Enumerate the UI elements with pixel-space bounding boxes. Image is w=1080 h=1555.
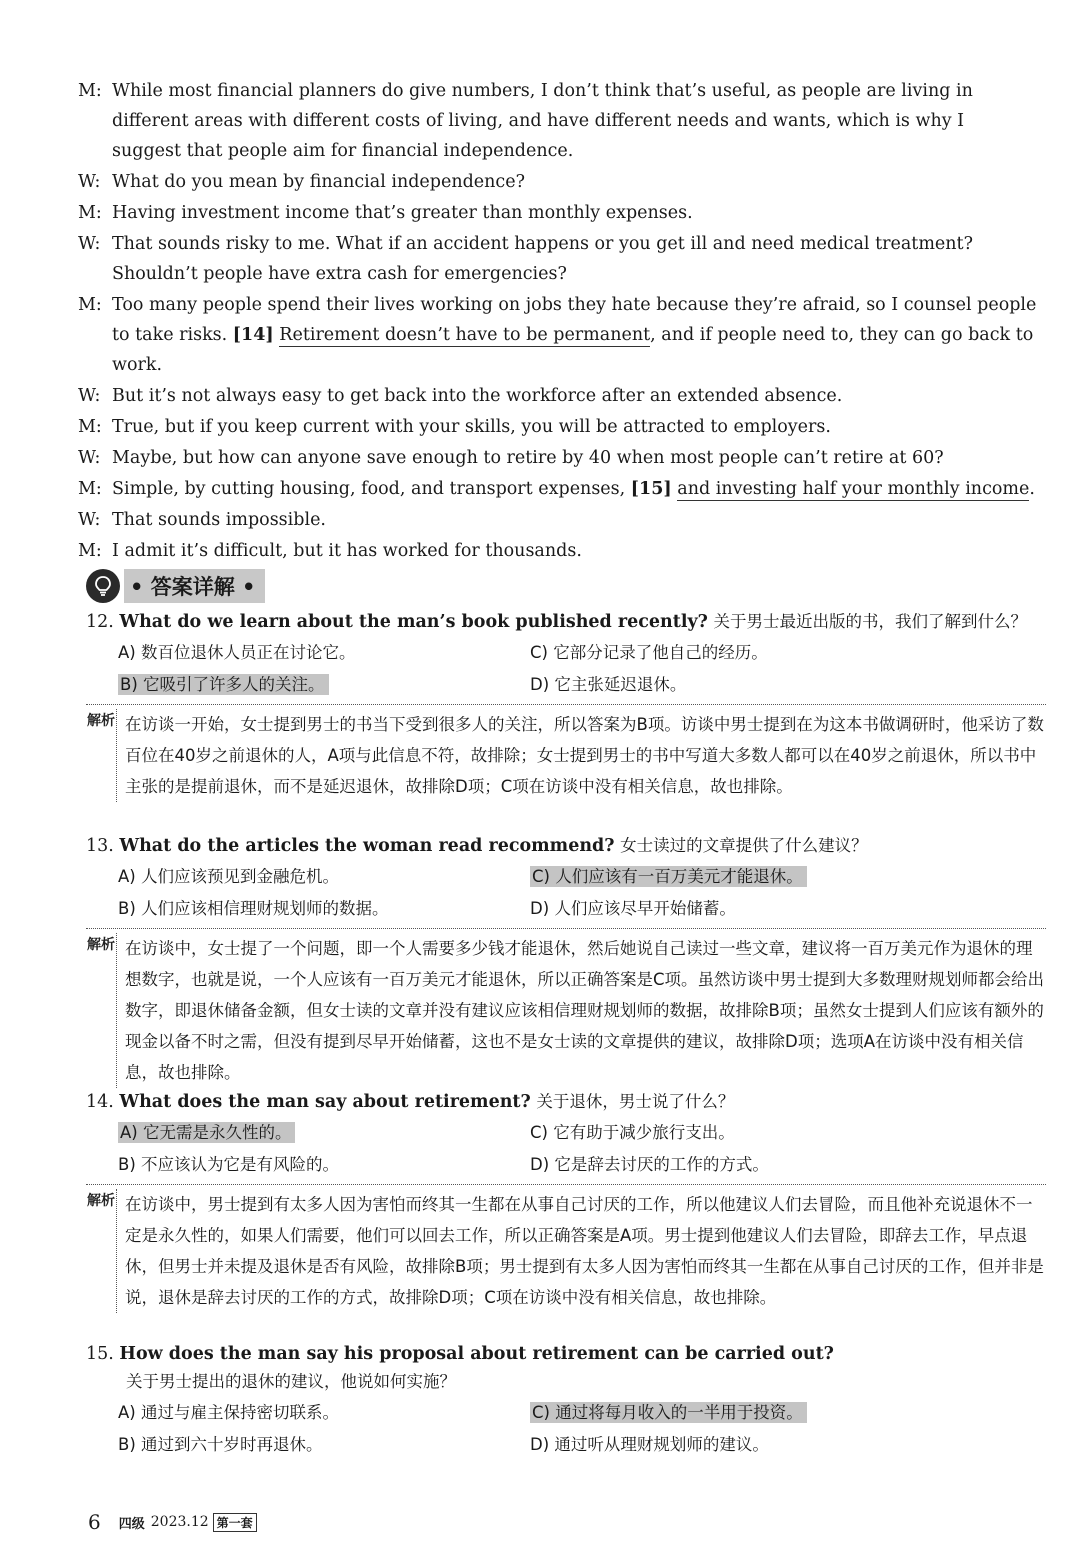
dialogue-line	[78, 536, 1038, 566]
utterance: While most financial planners do give numbers, I don’t think that’s useful, as people are living in different areas with different costs of living, and have different needs and wants, which is why I suggest that people aim for financial independence.	[112, 81, 973, 161]
option-text: B) 它吸引了许多人的关注。	[118, 674, 329, 695]
option-d	[530, 672, 950, 698]
utterance: Maybe, but how can anyone save enough to retire by 40 when most people can’t retire at 60?	[112, 448, 944, 468]
dialogue-line	[78, 474, 1038, 504]
option-c	[530, 640, 950, 666]
option-text: D) 人们应该尽早开始储蓄。	[530, 899, 736, 918]
question-marker: [15]	[630, 479, 672, 499]
dialogue-line	[78, 198, 1038, 228]
option-text: A) 人们应该预见到金融危机。	[118, 867, 339, 886]
option-a	[118, 864, 530, 890]
option-d	[530, 1152, 950, 1178]
question-cn: 关于男士提出的退休的建议，他说如何实施？	[126, 1372, 456, 1391]
question-en: What do the articles the woman read recommend?	[119, 836, 615, 856]
speaker: W:	[78, 448, 101, 468]
question-stem	[86, 1340, 1046, 1368]
utterance: But it’s not always easy to get back into the workforce after an extended absence.	[112, 386, 843, 406]
exam-set: 第一套	[213, 1513, 257, 1532]
utterance-text: , and if people need to, they can go back to work.	[112, 325, 1034, 375]
utterance: That sounds impossible.	[112, 510, 326, 530]
question-13	[86, 832, 1046, 1088]
options	[118, 1400, 1046, 1458]
analysis-text: 在访谈中，女士提了一个问题，即一个人需要多少钱才能退休，然后她说自己读过一些文章，建议将一百万美元作为退休的理想数字，也就是说，一个人应该有一百万美元才能退休，所以正确答案是C项。虽然访谈中男士提到大多数理财规划师都会给出数字，即退休储备金额，但女士读的文章并没有建议应该相信理财规划师的数据，故排除B项；虽然女士提到人们应该有额外的现金以备不时之需，但没有提到尽早开始储蓄，这也不是女士读的文章提供的建议，故排除D项；选项A在访谈中没有相关信息，故也排除。	[116, 933, 1046, 1088]
speaker: M:	[78, 295, 102, 315]
option-text: A) 数百位退休人员正在讨论它。	[118, 643, 356, 662]
option-b-correct	[118, 672, 530, 698]
speaker: W:	[78, 386, 101, 406]
option-b	[118, 1152, 530, 1178]
speaker: M:	[78, 417, 102, 437]
section-title: • 答案详解 •	[124, 569, 265, 603]
option-a	[118, 1400, 530, 1426]
question-number: 15.	[86, 1344, 114, 1364]
analysis-text: 在访谈中，男士提到有太多人因为害怕而终其一生都在从事自己讨厌的工作，所以他建议人们去冒险，而且他补充说退休不一定是永久性的，如果人们需要，他们可以回去工作，所以正确答案是A项。男士提到他建议人们去冒险，即辞去工作，早点退休，但男士并未提及退休是否有风险，故排除B项；男士提到有太多人因为害怕而终其一生都在从事自己讨厌的工作，但并非是说，退休是辞去讨厌的工作的方式，故排除D项；C项在访谈中没有相关信息，故也排除。	[116, 1189, 1046, 1313]
dialogue-line	[78, 412, 1038, 442]
option-c-correct	[530, 864, 950, 890]
option-text: C) 人们应该有一百万美元才能退休。	[530, 866, 807, 887]
question-12	[86, 608, 1046, 802]
speaker: M:	[78, 541, 102, 561]
question-cn: 关于退休，男士说了什么？	[536, 1092, 735, 1111]
option-text: A) 它无需是永久性的。	[118, 1122, 295, 1143]
option-b	[118, 896, 530, 922]
utterance: That sounds risky to me. What if an accident happens or you get ill and need medical treatment? Shouldn’t people have extra cash for emergencies?	[112, 234, 973, 284]
question-stem	[86, 608, 1046, 636]
question-en: How does the man say his proposal about retirement can be carried out?	[119, 1344, 834, 1364]
answer-underline: Retirement doesn’t have to be permanent	[279, 325, 651, 345]
option-text: B) 通过到六十岁时再退休。	[118, 1435, 323, 1454]
page-number: 6	[88, 1510, 101, 1534]
options	[118, 864, 1046, 922]
speaker: M:	[78, 479, 102, 499]
option-text: D) 它是辞去讨厌的工作的方式。	[530, 1155, 769, 1174]
option-text: C) 它部分记录了他自己的经历。	[530, 643, 768, 662]
question-14	[86, 1088, 1046, 1313]
dialogue-line	[78, 381, 1038, 411]
dialogue-transcript	[78, 76, 1038, 567]
speaker: W:	[78, 234, 101, 254]
option-d	[530, 896, 950, 922]
question-stem	[86, 1088, 1046, 1116]
analysis-box	[86, 1184, 1046, 1313]
dialogue-line	[78, 229, 1038, 289]
question-number: 14.	[86, 1092, 114, 1112]
utterance-text: .	[1029, 479, 1035, 499]
exam-level: 四级	[118, 1516, 145, 1532]
utterance-text: Too many people spend their lives working on jobs they hate because they’re afraid, so I counsel people to take risks.	[112, 295, 1037, 345]
question-cn: 女士读过的文章提供了什么建议？	[620, 836, 868, 855]
analysis-text: 在访谈一开始，女士提到男士的书当下受到很多人的关注，所以答案为B项。访谈中男士提到在为这本书做调研时，他采访了数百位在40岁之前退休的人，A项与此信息不符，故排除；女士提到男士的书中写道大多数人都可以在40岁之前退休，所以书中主张的是提前退休，而不是延迟退休，故排除D项；C项在访谈中没有相关信息，故也排除。	[116, 709, 1046, 802]
question-number: 12.	[86, 612, 114, 632]
question-cn: 关于男士最近出版的书，我们了解到什么？	[713, 612, 1027, 631]
answer-section-header	[86, 566, 265, 606]
speaker: M:	[78, 203, 102, 223]
utterance	[112, 290, 1038, 380]
question-en: What do we learn about the man’s book published recently?	[119, 612, 708, 632]
analysis-box	[86, 928, 1046, 1088]
question-stem	[86, 832, 1046, 860]
utterance	[112, 474, 1038, 504]
dialogue-line	[78, 76, 1038, 166]
utterance: What do you mean by financial independence?	[112, 172, 525, 192]
option-text: C) 通过将每月收入的一半用于投资。	[530, 1402, 807, 1423]
utterance: I admit it’s difficult, but it has worked for thousands.	[112, 541, 582, 561]
option-text: D) 它主张延迟退休。	[530, 675, 687, 694]
analysis-label: 解析	[87, 1193, 115, 1209]
page-footer	[88, 1510, 257, 1534]
utterance: True, but if you keep current with your skills, you will be attracted to employers.	[112, 417, 831, 437]
option-text: C) 它有助于减少旅行支出。	[530, 1123, 735, 1142]
dialogue-line	[78, 505, 1038, 535]
dialogue-line	[78, 290, 1038, 380]
option-text: D) 通过听从理财规划师的建议。	[530, 1435, 769, 1454]
question-en: What does the man say about retirement?	[119, 1092, 531, 1112]
dialogue-line	[78, 167, 1038, 197]
speaker: M:	[78, 81, 102, 101]
option-c-correct	[530, 1400, 950, 1426]
lightbulb-icon	[86, 569, 120, 603]
option-a-correct	[118, 1120, 530, 1146]
analysis-label: 解析	[87, 713, 115, 729]
options	[118, 1120, 1046, 1178]
option-text: A) 通过与雇主保持密切联系。	[118, 1403, 339, 1422]
utterance: Having investment income that’s greater than monthly expenses.	[112, 203, 693, 223]
answer-underline: and investing half your monthly income	[677, 479, 1030, 499]
exam-date: 2023.12	[150, 1514, 209, 1530]
question-number: 13.	[86, 836, 114, 856]
utterance-text: Simple, by cutting housing, food, and transport expenses,	[112, 479, 631, 499]
question-marker: [14]	[232, 325, 274, 345]
option-d	[530, 1432, 950, 1458]
analysis-box	[86, 704, 1046, 802]
option-b	[118, 1432, 530, 1458]
option-text: B) 不应该认为它是有风险的。	[118, 1155, 340, 1174]
option-text: B) 人们应该相信理财规划师的数据。	[118, 899, 389, 918]
speaker: W:	[78, 510, 101, 530]
dialogue-line	[78, 443, 1038, 473]
speaker: W:	[78, 172, 101, 192]
question-stem-cn	[126, 1368, 1046, 1396]
analysis-label: 解析	[87, 937, 115, 953]
options	[118, 640, 1046, 698]
option-a	[118, 640, 530, 666]
option-c	[530, 1120, 950, 1146]
question-15	[86, 1340, 1046, 1458]
